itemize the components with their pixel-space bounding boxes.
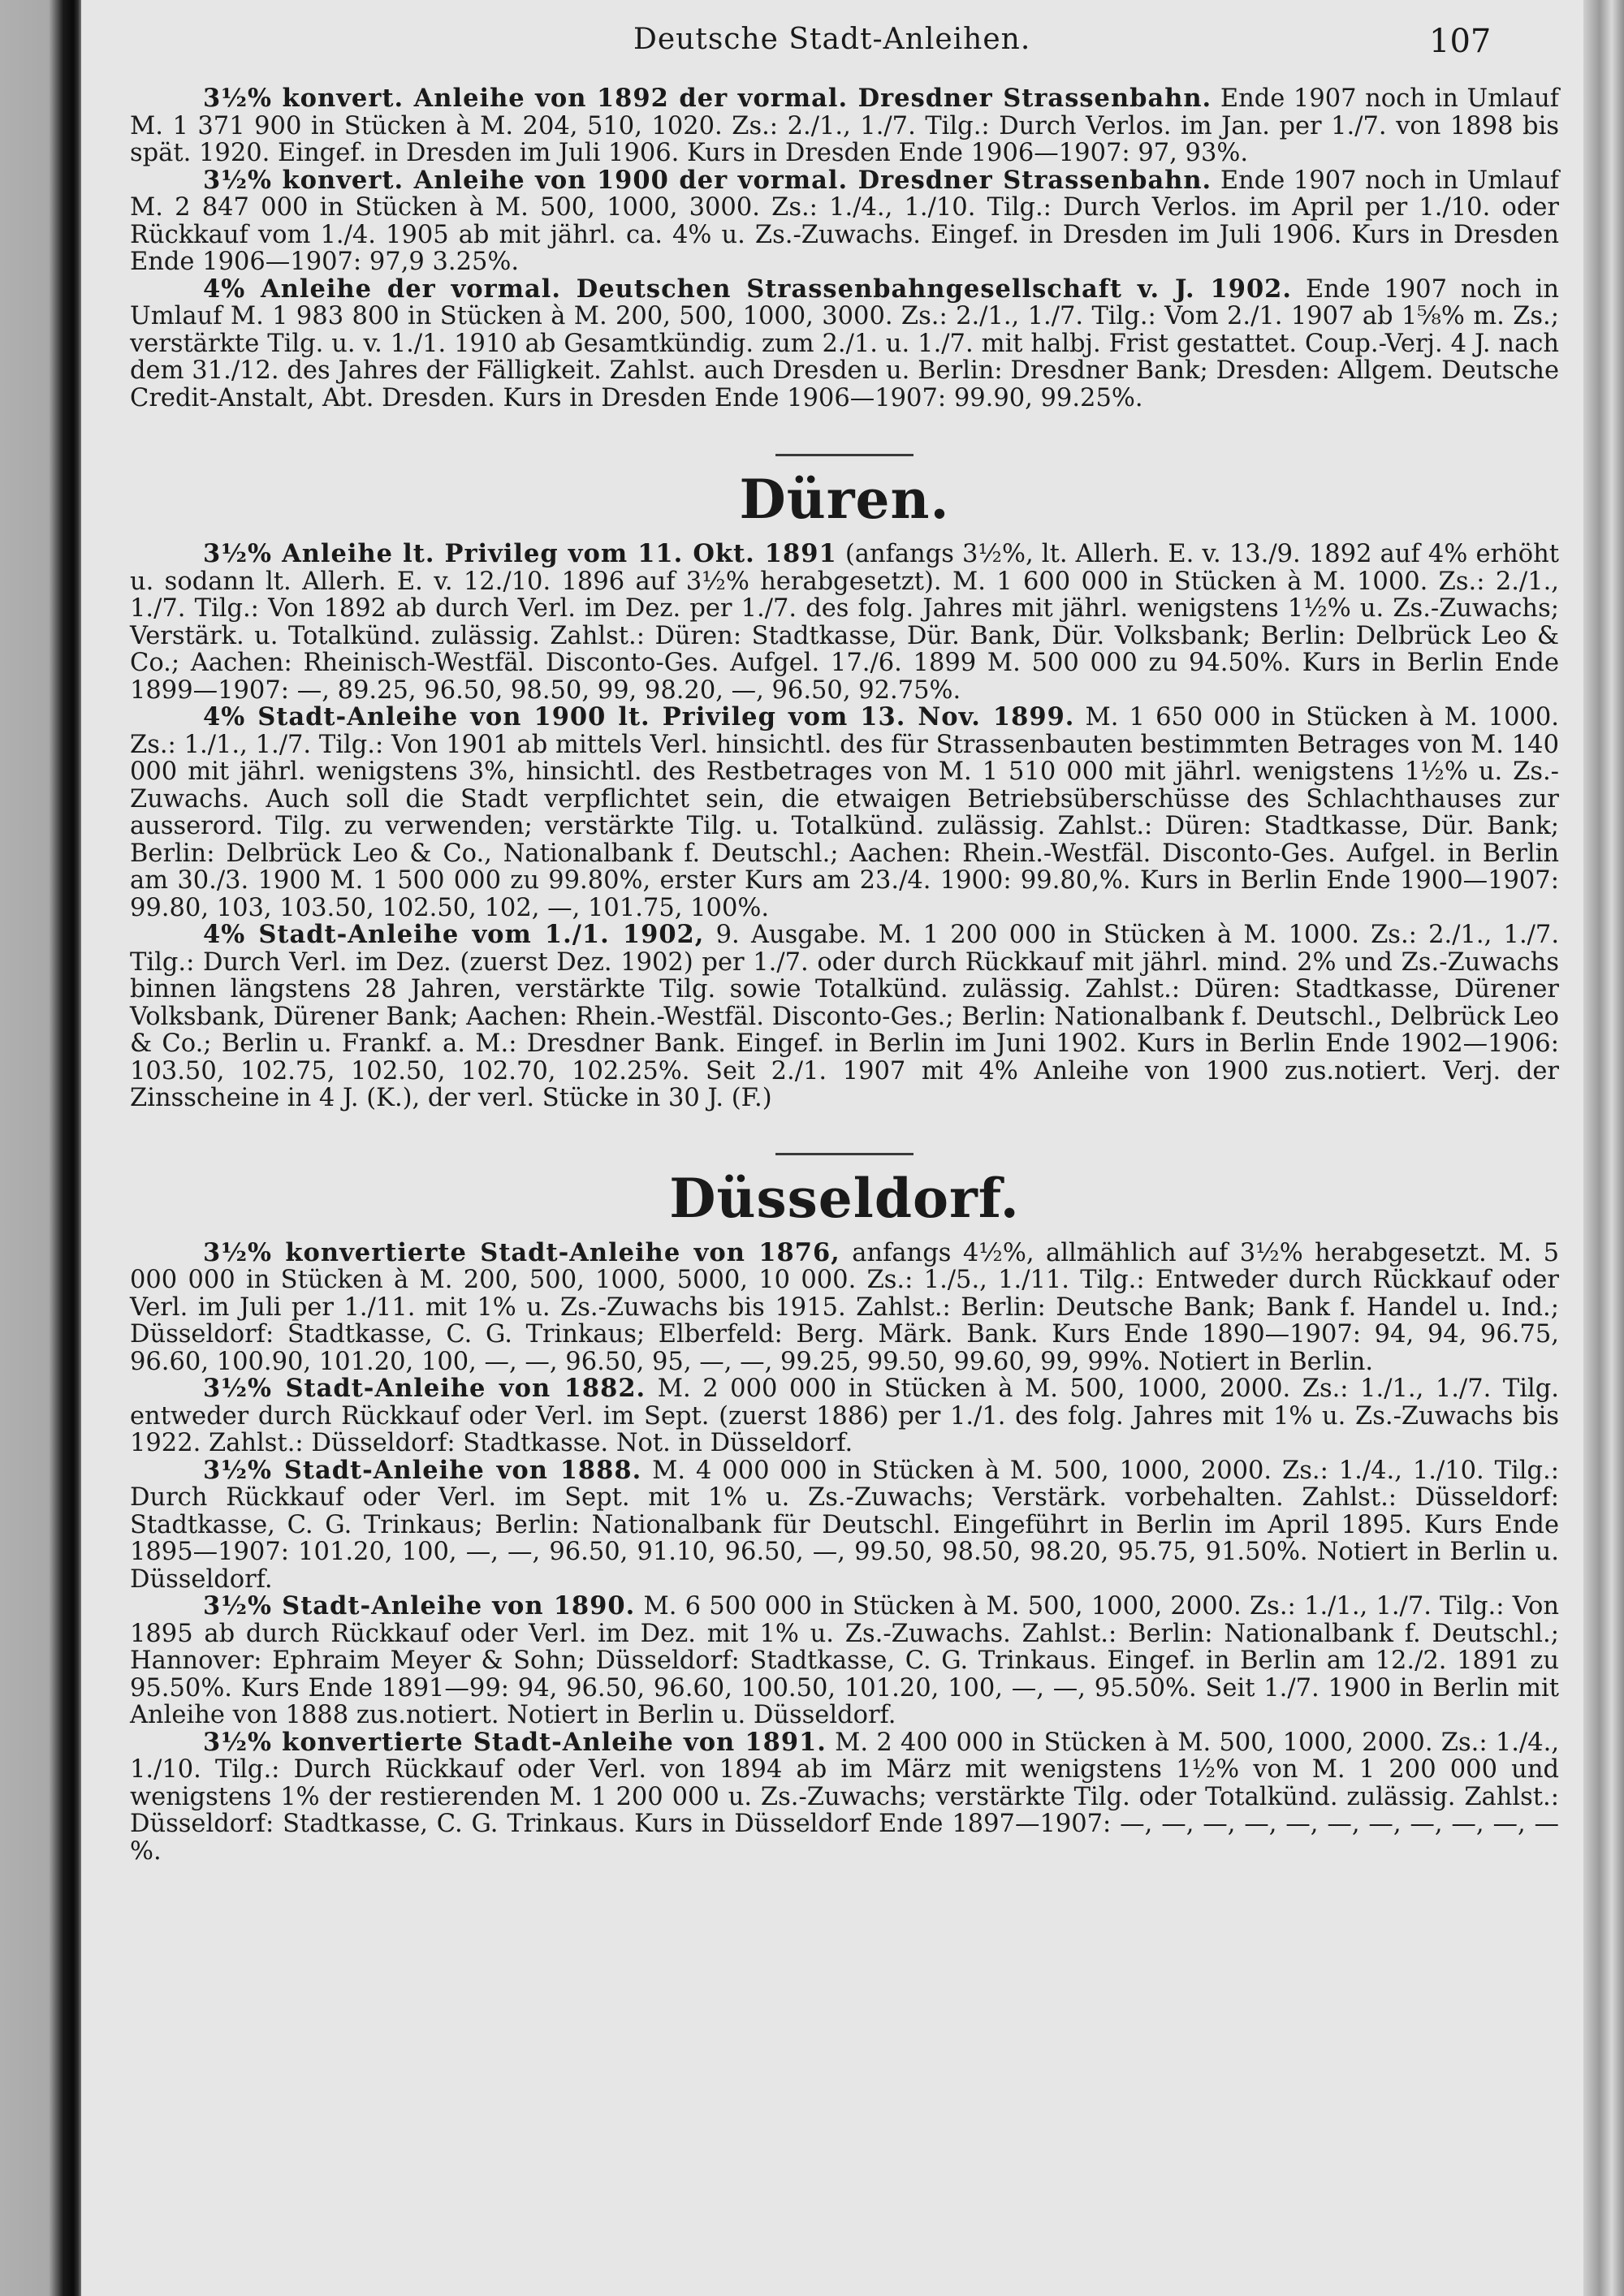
bond-heading: 3½% konvertierte Stadt-Anleihe von 1876,	[203, 1237, 840, 1267]
bond-text: Ende 1907 noch in Umlauf M. 1 371 900 in Stücken à M. 204, 510, 1020. Zs.: 2./1., 1./7. Tilg.: Durch Verlos. im Jan. per 1./7. von 1898 bis spät. 1920. Eingef. in Dresden im Juli 1906. Kurs in Dresden Ende 1906—1907: 97, 93%.	[130, 84, 1560, 167]
section-divider	[775, 454, 914, 456]
bond-heading: 3½% konvert. Anleihe von 1892 der vormal. Dresdner Strassenbahn.	[203, 84, 1212, 113]
bond-text: M. 2 000 000 in Stücken à M. 500, 1000, 2000. Zs.: 1./1., 1./7. Tilg. entweder durch Rückkauf oder Verl. im Sept. (zuerst 1886) per 1./1. des folg. Jahres mit 1% u. Zs.-Zuwachs bis 1922. Zahlst.: Düsseldorf: Stadtkasse. Not. in Düsseldorf.	[130, 1375, 1559, 1457]
bond-entry	[130, 921, 1559, 1112]
page-edge	[1583, 0, 1624, 2296]
bond-text: M. 4 000 000 in Stücken à M. 500, 1000, 2000. Zs.: 1./4., 1./10. Tilg.: Durch Rückkauf oder Verl. im Sept. mit 1% u. Zs.-Zuwachs; Verstärk. vorbehalten. Zahlst.: Düsseldorf: Stadtkasse, C. G. Trinkaus; Berlin: Nationalbank für Deutschl. Eingeführt in Berlin im April 1895. Kurs Ende 1895—1907: 101.20, 100, —, —, 96.50, 91.10, 96.50, —, 99.50, 98.50, 98.20, 95.75, 91.50%. Notiert in Berlin u. Düsseldorf.	[130, 1456, 1559, 1594]
section-title-dueren: Düren.	[739, 468, 950, 531]
bond-text: M. 1 650 000 in Stücken à M. 1000. Zs.: 1./1., 1./7. Tilg.: Von 1901 ab mittels Verl. hinsichtl. des für Strassenbauten bestimmten Betrages von M. 140 000 mit jährl. wenigstens 3%, hinsichtl. des Restbetrages von M. 1 510 000 mit jährl. wenigstens 1½% u. Zs.-Zuwachs. Auch soll die Stadt verpflichtet sein, die etwaigen Betriebsüberschüsse des Schlachthauses zur ausserord. Tilg. zu verwenden; verstärkte Tilg. u. Totalkünd. zulässig. Zahlst.: Düren: Stadtkasse, Dür. Bank; Berlin: Delbrück Leo & Co., Nationalbank f. Deutschl.; Aachen: Rhein.-Westfäl. Disconto-Ges. Aufgel. in Berlin am 30./3. 1900 M. 1 500 000 zu 99.80%, erster Kurs am 23./4. 1900: 99.80,%. Kurs in Berlin Ende 1900—1907: 99.80, 103, 103.50, 102.50, 102, —, 101.75, 100%.	[130, 703, 1559, 922]
bond-text: M. 6 500 000 in Stücken à M. 500, 1000, 2000. Zs.: 1./1., 1./7. Tilg.: Von 1895 ab durch Rückkauf oder Verl. im Dez. mit 1% u. Zs.-Zuwachs. Zahlst.: Berlin: Nationalbank f. Deutschl.; Hannover: Ephraim Meyer & Sohn; Düsseldorf: Stadtkasse, C. G. Trinkaus. Eingef. in Berlin am 12./2. 1891 zu 95.50%. Kurs Ende 1891—99: 94, 96.50, 96.60, 100.50, 101.20, 100, —, —, 95.50%. Seit 1./7. 1900 in Berlin mit Anleihe von 1888 zus.notiert. Notiert in Berlin u. Düsseldorf.	[130, 1592, 1559, 1729]
bond-heading: 3½% konvertierte Stadt-Anleihe von 1891.	[203, 1727, 827, 1757]
bond-entry	[130, 167, 1559, 276]
bond-entry	[130, 276, 1559, 412]
bond-heading: 3½% Anleihe lt. Privileg vom 11. Okt. 1891	[203, 539, 837, 568]
bond-text: (anfangs 3½%, lt. Allerh. E. v. 13./9. 1892 auf 4% erhöht u. sodann lt. Allerh. E. v. 12./10. 1896 auf 3½% herabgesetzt). M. 1 600 000 in Stücken à M. 1000. Zs.: 2./1., 1./7. Tilg.: Von 1892 ab durch Verl. im Dez. per 1./7. des folg. Jahres mit jährl. wenigstens 1½% u. Zs.-Zuwachs; Verstärk. u. Totalkünd. zulässig. Zahlst.: Düren: Stadtkasse, Dür. Bank, Dür. Volksbank; Berlin: Delbrück Leo & Co.; Aachen: Rheinisch-Westfäl. Disconto-Ges. Aufgel. 17./6. 1899 M. 500 000 zu 94.50%. Kurs in Berlin Ende 1899—1907: —, 89.25, 96.50, 98.50, 99, 98.20, —, 96.50, 92.75%.	[130, 540, 1559, 705]
book-spine-shadow	[0, 0, 81, 2296]
bond-heading: 3½% Stadt-Anleihe von 1890.	[203, 1591, 636, 1621]
bond-text: Ende 1907 noch in Umlauf M. 2 847 000 in Stücken à M. 500, 1000, 3000. Zs.: 1./4., 1./10. Tilg.: Durch Verlos. im April per 1./10. oder Rückkauf vom 1./4. 1905 ab mit jährl. ca. 4% u. Zs.-Zuwachs. Eingef. in Dresden im Juli 1906. Kurs in Dresden Ende 1906—1907: 97,9 3.25%.	[130, 166, 1560, 276]
page-number: 107	[1429, 23, 1492, 60]
running-title: Deutsche Stadt-Anleihen.	[633, 23, 1031, 56]
bond-text: anfangs 4½%, allmählich auf 3½% herabgesetzt. M. 5 000 000 in Stücken à M. 200, 500, 1000, 5000, 10 000. Zs.: 1./5., 1./11. Tilg.: Entweder durch Rückkauf oder Verl. im Juli per 1./11. mit 1% u. Zs.-Zuwachs bis 1915. Zahlst.: Berlin: Deutsche Bank; Bank f. Handel u. Ind.; Düsseldorf: Stadtkasse, C. G. Trinkaus; Elberfeld: Berg. Märk. Bank. Kurs Ende 1890—1907: 94, 94, 96.75, 96.60, 100.90, 101.20, 100, —, —, 96.50, 95, —, —, 99.25, 99.50, 99.60, 99, 99%. Notiert in Berlin.	[130, 1238, 1560, 1376]
bond-entry	[130, 1237, 1560, 1376]
bond-heading: 4% Stadt-Anleihe von 1900 lt. Privileg vom 13. Nov. 1899.	[203, 702, 1075, 732]
bond-entry	[130, 85, 1559, 167]
bond-text: 9. Ausgabe. M. 1 200 000 in Stücken à M. 1000. Zs.: 2./1., 1./7. Tilg.: Durch Verl. im Dez. (zuerst Dez. 1902) per 1./7. oder durch Rückkauf mit jährl. mind. 2% und Zs.-Zuwachs binnen längstens 28 Jahren, verstärkte Tilg. sowie Totalkünd. zulässig. Zahlst.: Düren: Stadtkasse, Dürener Volksbank, Dürener Bank; Aachen: Rhein.-Westfäl. Disconto-Ges.; Berlin: Nationalbank f. Deutschl., Delbrück Leo & Co.; Berlin u. Frankf. a. M.: Dresdner Bank. Eingef. in Berlin im Juni 1902. Kurs in Berlin Ende 1902—1906: 103.50, 102.75, 102.50, 102.70, 102.25%. Seit 2./1. 1907 mit 4% Anleihe von 1900 zus.notiert. Verj. der Zinsscheine in 4 J. (K.), der verl. Stücke in 30 J. (F.)	[130, 921, 1560, 1112]
bond-text: M. 2 400 000 in Stücken à M. 500, 1000, 2000. Zs.: 1./4., 1./10. Tilg.: Durch Rückkauf oder Verl. von 1894 ab im März mit wenigstens 1½% von M. 1 200 000 und wenigstens 1% der restierenden M. 1 200 000 u. Zs.-Zuwachs; verstärkte Tilg. oder Totalkünd. zulässig. Zahlst.: Düsseldorf: Stadtkasse, C. G. Trinkaus. Kurs in Düsseldorf Ende 1897—1907: —, —, —, —, —, —, —, —, —, —, —%.	[130, 1728, 1560, 1866]
bond-entry	[130, 1593, 1559, 1729]
bond-heading: 3½% Stadt-Anleihe von 1882.	[203, 1374, 646, 1403]
page-content	[130, 85, 1559, 1865]
bond-entry	[130, 541, 1559, 704]
bond-text: Ende 1907 noch in Umlauf M. 1 983 800 in Stücken à M. 200, 500, 1000, 3000. Zs.: 2./1., 1./7. Tilg.: Vom 2./1. 1907 ab 1⅝% m. Zs.; verstärkte Tilg. u. v. 1./1. 1910 ab Gesamtkündig. zum 2./1. u. 1./7. mit halbj. Frist gestattet. Coup.-Verj. 4 J. nach dem 31./12. des Jahres der Fälligkeit. Zahlst. auch Dresden u. Berlin: Dresdner Bank; Dresden: Allgem. Deutsche Credit-Anstalt, Abt. Dresden. Kurs in Dresden Ende 1906—1907: 99.90, 99.25%.	[130, 274, 1559, 412]
section-divider	[775, 1153, 914, 1155]
bond-heading: 3½% Stadt-Anleihe von 1888.	[203, 1455, 642, 1485]
running-header	[81, 23, 1583, 63]
book-page	[81, 0, 1583, 2296]
bond-heading: 4% Stadt-Anleihe vom 1./1. 1902,	[203, 920, 705, 949]
bond-entry	[130, 1457, 1559, 1594]
bond-entry	[130, 704, 1559, 921]
bond-heading: 3½% konvert. Anleihe von 1900 der vormal. Dresdner Strassenbahn.	[203, 165, 1212, 195]
bond-heading: 4% Anleihe der vormal. Deutschen Strassenbahngesellschaft v. J. 1902.	[203, 274, 1292, 304]
bond-entry	[130, 1729, 1559, 1866]
section-title-duesseldorf: Düsseldorf.	[669, 1166, 1020, 1230]
bond-entry	[130, 1375, 1559, 1457]
